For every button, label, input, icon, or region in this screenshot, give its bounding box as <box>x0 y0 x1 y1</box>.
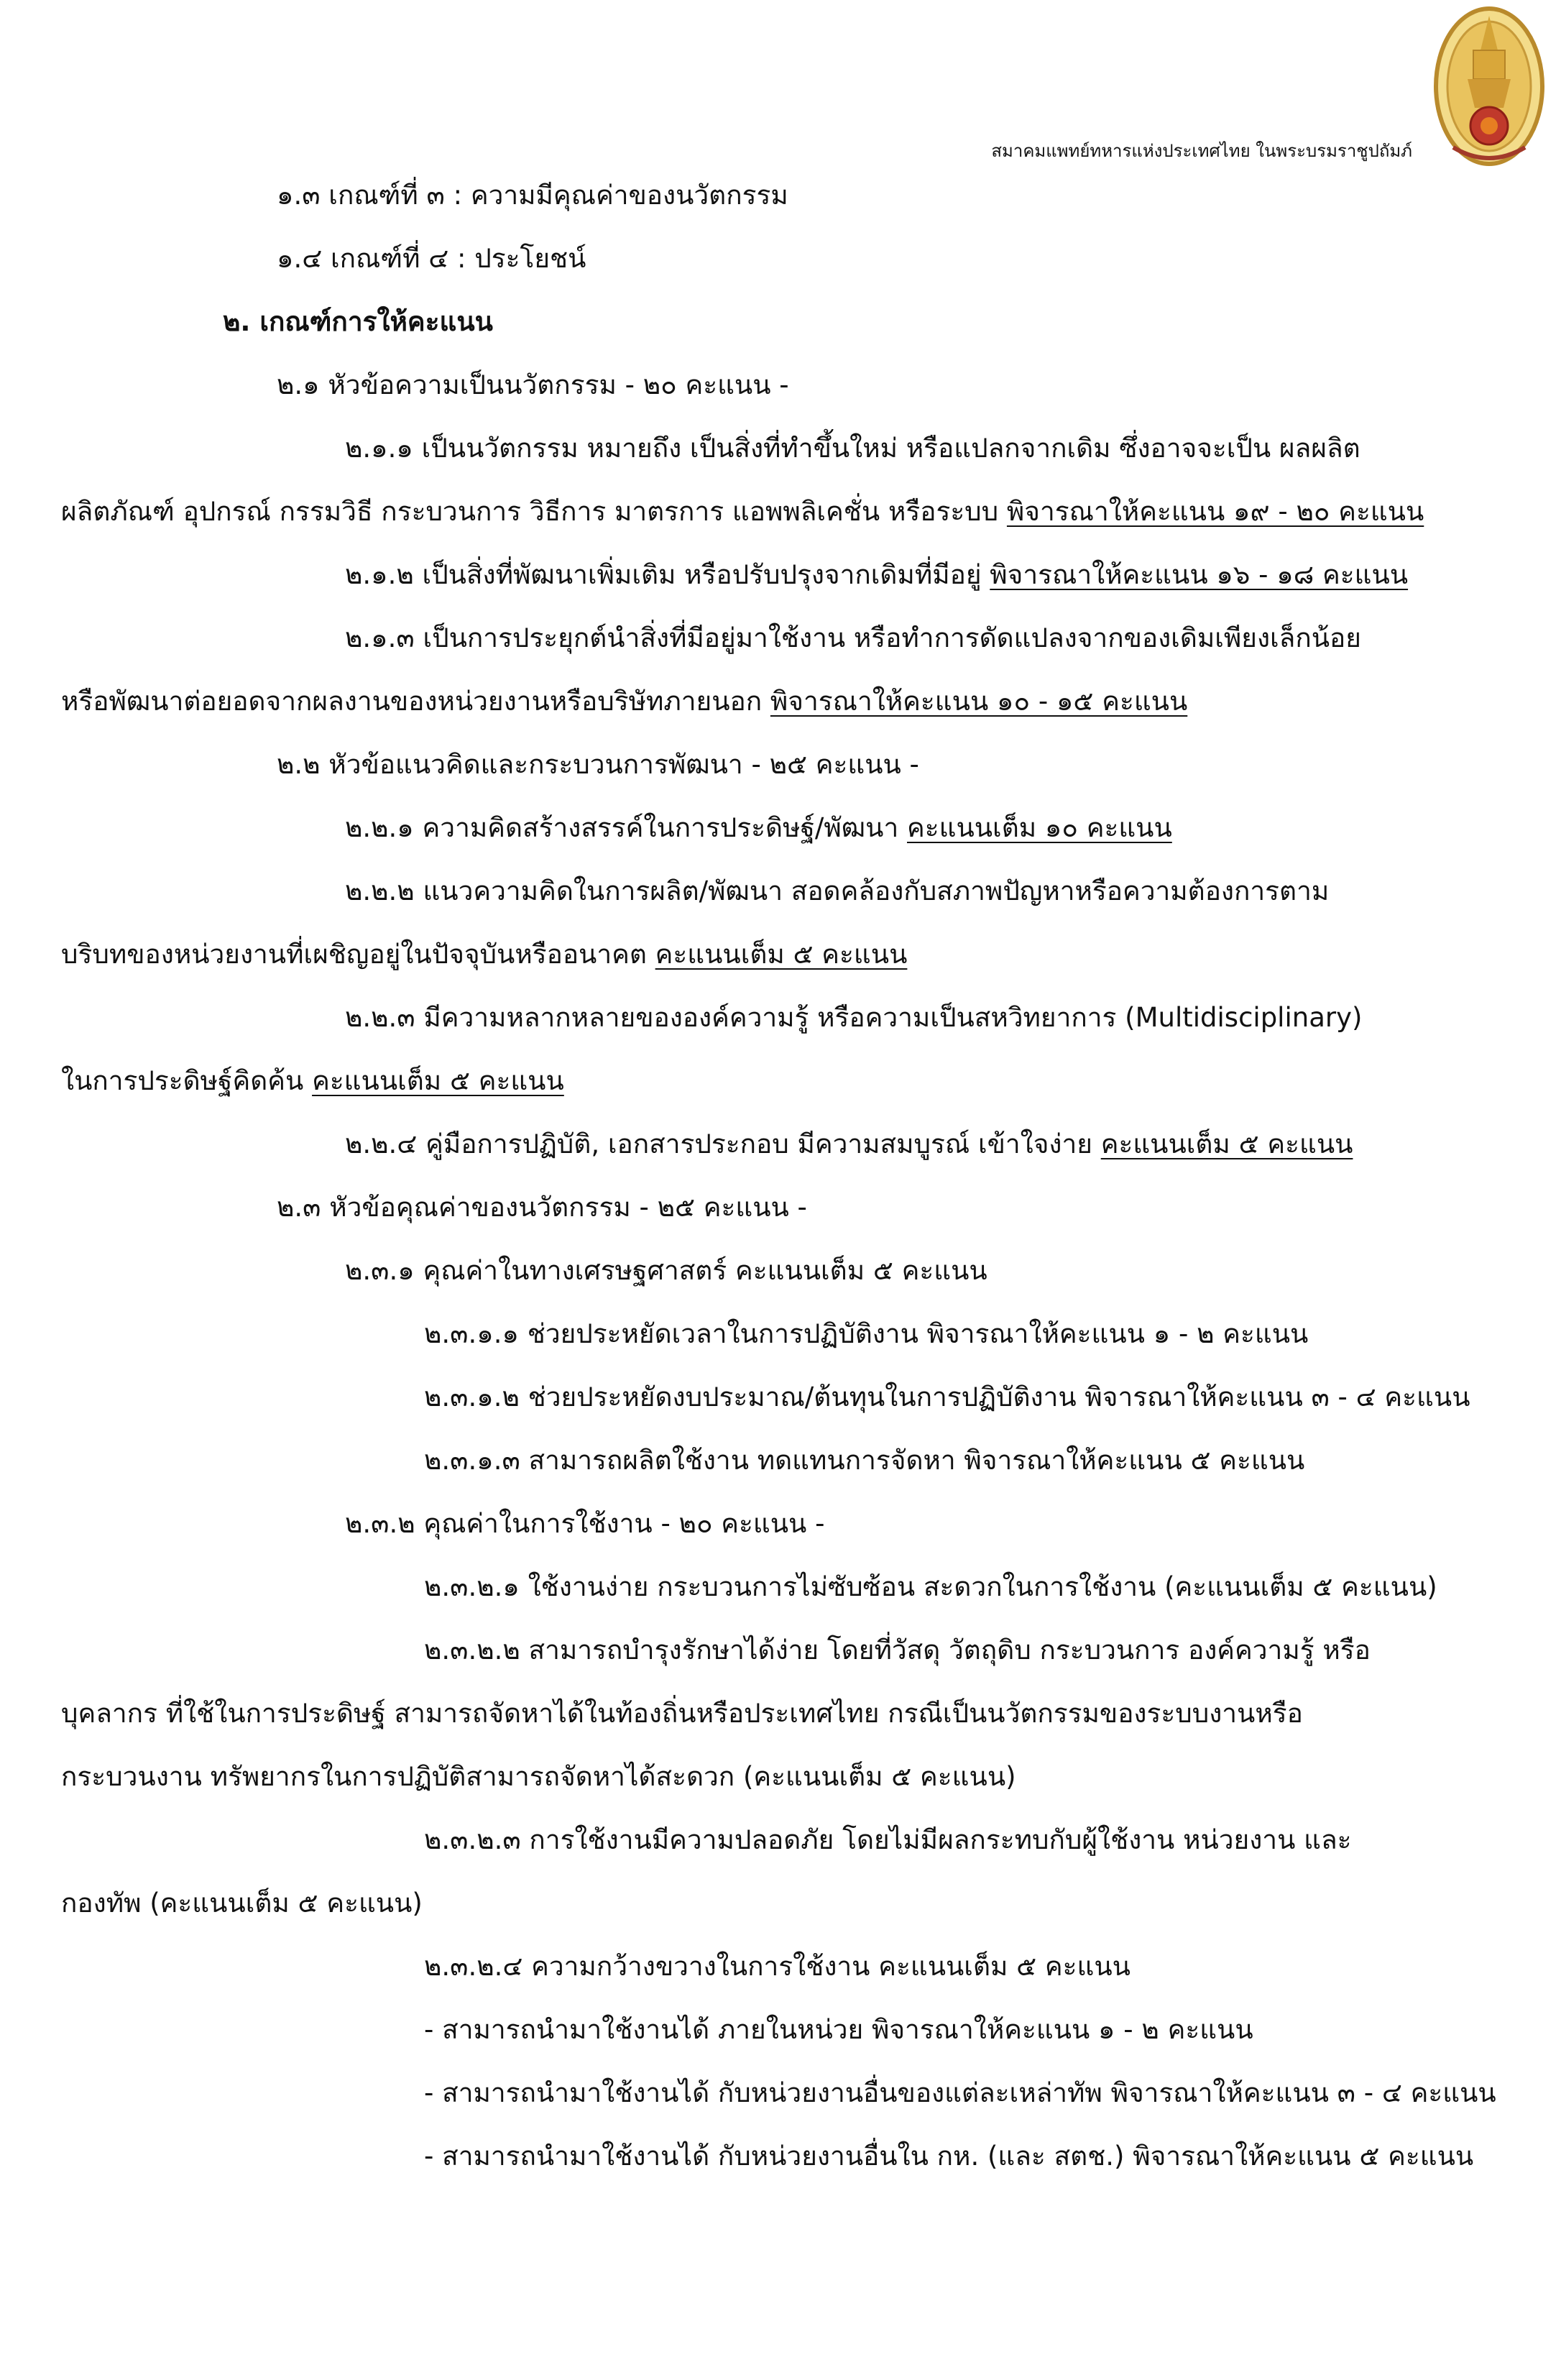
item-2-3-2-2-cont2: กระบวนงาน ทรัพยากรในการปฏิบัติสามารถจัดหาได้สะดวก (คะแนนเต็ม ๕ คะแนน) <box>61 1761 1016 1792</box>
score-range: พิจารณาให้คะแนน ๑๖ - ๑๘ คะแนน <box>990 559 1409 590</box>
item-2-2-2: ๒.๒.๒ แนวความคิดในการผลิต/พัฒนา สอดคล้องกับสภาพปัญหาหรือความต้องการตาม <box>345 876 1330 906</box>
item-2-3-2-2-cont: บุคลากร ที่ใช้ในการประดิษฐ์ สามารถจัดหาได้ในท้องถิ่นหรือประเทศไทย กรณีเป็นนวัตกรรมของระบบงานหรือ <box>61 1698 1303 1729</box>
text: บริบทของหน่วยงานที่เผชิญอยู่ในปัจจุบันหรืออนาคต <box>61 939 655 970</box>
item-2-2-2-cont <box>61 939 907 970</box>
item-2-3-2-3: ๒.๓.๒.๓ การใช้งานมีความปลอดภัย โดยไม่มีผลกระทบกับผู้ใช้งาน หน่วยงาน และ <box>424 1824 1352 1855</box>
text: ๒.๑.๒ เป็นสิ่งที่พัฒนาเพิ่มเติม หรือปรับปรุงจากเดิมที่มีอยู่ <box>345 559 990 590</box>
item-2-3-1: ๒.๓.๑ คุณค่าในทางเศรษฐศาสตร์ คะแนนเต็ม ๕ คะแนน <box>345 1255 987 1286</box>
item-2-1-3-cont <box>61 686 1187 717</box>
score-range: พิจารณาให้คะแนน ๑๙ - ๒๐ คะแนน <box>1006 496 1424 527</box>
text: ผลิตภัณฑ์ อุปกรณ์ กรรมวิธี กระบวนการ วิธีการ มาตรการ แอพพลิเคชั่น หรือระบบ <box>61 496 1007 527</box>
item-2-1-1-cont <box>61 496 1424 528</box>
text: หรือพัฒนาต่อยอดจากผลงานของหน่วยงานหรือบริษัทภายนอก <box>61 686 770 717</box>
item-2-2-3: ๒.๒.๓ มีความหลากหลายขององค์ความรู้ หรือความเป็นสหวิทยาการ (Multidisciplinary) <box>345 1002 1363 1033</box>
score: คะแนนเต็ม ๕ คะแนน <box>1100 1129 1353 1159</box>
bullet-other-units-service: - สามารถนำมาใช้งานได้ กับหน่วยงานอื่นของแต่ละเหล่าทัพ พิจารณาให้คะแนน ๓ - ๔ คะแนน <box>424 2077 1496 2108</box>
bullet-other-units-ministry: - สามารถนำมาใช้งานได้ กับหน่วยงานอื่นใน กห. (และ สตช.) พิจารณาให้คะแนน ๕ คะแนน <box>424 2141 1474 2172</box>
subheading-2-3: ๒.๓ หัวข้อคุณค่าของนวัตกรรม - ๒๕ คะแนน - <box>277 1192 807 1223</box>
subheading-2-2: ๒.๒ หัวข้อแนวคิดและกระบวนการพัฒนา - ๒๕ คะแนน - <box>277 749 919 780</box>
item-2-1-3: ๒.๑.๓ เป็นการประยุกต์นำสิ่งที่มีอยู่มาใช้งาน หรือทำการดัดแปลงจากของเดิมเพียงเล็กน้อย <box>345 622 1361 653</box>
item-2-2-3-cont <box>61 1065 564 1097</box>
item-2-3-2: ๒.๓.๒ คุณค่าในการใช้งาน - ๒๐ คะแนน - <box>345 1508 825 1539</box>
item-2-3-1-1: ๒.๓.๑.๑ ช่วยประหยัดเวลาในการปฏิบัติงาน พิจารณาให้คะแนน ๑ - ๒ คะแนน <box>424 1318 1309 1349</box>
text: ในการประดิษฐ์คิดค้น <box>61 1065 313 1096</box>
criterion-1-4: ๑.๔ เกณฑ์ที่ ๔ : ประโยชน์ <box>277 243 586 274</box>
item-2-2-1 <box>345 812 1172 844</box>
item-2-1-1: ๒.๑.๑ เป็นนวัตกรรม หมายถึง เป็นสิ่งที่ทำขึ้นใหม่ หรือแปลกจากเดิม ซึ่งอาจจะเป็น ผลผลิต <box>345 433 1360 464</box>
subheading-2-1: ๒.๑ หัวข้อความเป็นนวัตกรรม - ๒๐ คะแนน - <box>277 369 789 400</box>
item-2-3-2-4: ๒.๓.๒.๔ ความกว้างขวางในการใช้งาน คะแนนเต็ม ๕ คะแนน <box>424 1951 1131 1982</box>
organization-name: สมาคมแพทย์ทหารแห่งประเทศไทย ในพระบรมราชูปถัมภ์ <box>991 141 1412 161</box>
score: คะแนนเต็ม ๑๐ คะแนน <box>907 812 1172 843</box>
text: ๒.๒.๑ ความคิดสร้างสรรค์ในการประดิษฐ์/พัฒนา <box>345 812 907 843</box>
item-2-3-2-3-cont: กองทัพ (คะแนนเต็ม ๕ คะแนน) <box>61 1888 423 1919</box>
item-2-3-2-1: ๒.๓.๒.๑ ใช้งานง่าย กระบวนการไม่ซับซ้อน สะดวกในการใช้งาน (คะแนนเต็ม ๕ คะแนน) <box>424 1571 1437 1602</box>
item-2-1-2 <box>345 559 1408 591</box>
criterion-1-3: ๑.๓ เกณฑ์ที่ ๓ : ความมีคุณค่าของนวัตกรรม <box>277 180 788 211</box>
item-2-3-2-2: ๒.๓.๒.๒ สามารถบำรุงรักษาได้ง่าย โดยที่วัสดุ วัตถุดิบ กระบวนการ องค์ความรู้ หรือ <box>424 1635 1371 1665</box>
text: ๒.๒.๔ คู่มือการปฏิบัติ, เอกสารประกอบ มีความสมบูรณ์ เข้าใจง่าย <box>345 1129 1101 1159</box>
item-2-3-1-2: ๒.๓.๑.๒ ช่วยประหยัดงบประมาณ/ต้นทุนในการปฏิบัติงาน พิจารณาให้คะแนน ๓ - ๔ คะแนน <box>424 1382 1470 1412</box>
section-heading-2: ๒. เกณฑ์การให้คะแนน <box>223 306 493 337</box>
score: คะแนนเต็ม ๕ คะแนน <box>655 939 908 970</box>
score-range: พิจารณาให้คะแนน ๑๐ - ๑๕ คะแนน <box>770 686 1188 717</box>
item-2-3-1-3: ๒.๓.๑.๓ สามารถผลิตใช้งาน ทดแทนการจัดหา พิจารณาให้คะแนน ๕ คะแนน <box>424 1445 1305 1476</box>
score: คะแนนเต็ม ๕ คะแนน <box>312 1065 564 1096</box>
bullet-within-unit: - สามารถนำมาใช้งานได้ ภายในหน่วย พิจารณาให้คะแนน ๑ - ๒ คะแนน <box>424 2014 1253 2045</box>
item-2-2-4 <box>345 1129 1353 1160</box>
royal-crown-seal-icon <box>1417 0 1561 173</box>
